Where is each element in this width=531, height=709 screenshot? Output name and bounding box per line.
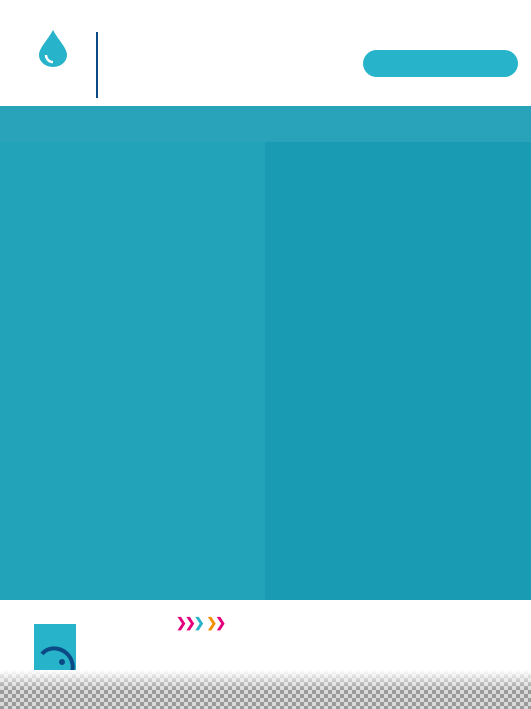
chevron-pink-icon: ❯❯ <box>176 615 194 630</box>
water-drop-icon <box>36 28 70 68</box>
pattern-fade <box>0 670 531 690</box>
slogan <box>176 614 224 631</box>
chevron-pink-right-icon: ❯ <box>215 615 225 630</box>
schedule-table <box>0 142 531 600</box>
date-badge <box>363 50 518 77</box>
header <box>0 6 531 106</box>
header-divider <box>96 32 98 98</box>
left-column-list <box>0 142 265 600</box>
chevron-cyan-icon: ❯ <box>193 615 203 630</box>
logo-color-bars <box>23 70 83 73</box>
capaz-logo <box>14 28 92 102</box>
footer <box>0 600 531 709</box>
chevron-orange-icon: ❯ <box>206 615 216 630</box>
right-column-list <box>265 142 531 600</box>
column-headers <box>0 106 531 142</box>
